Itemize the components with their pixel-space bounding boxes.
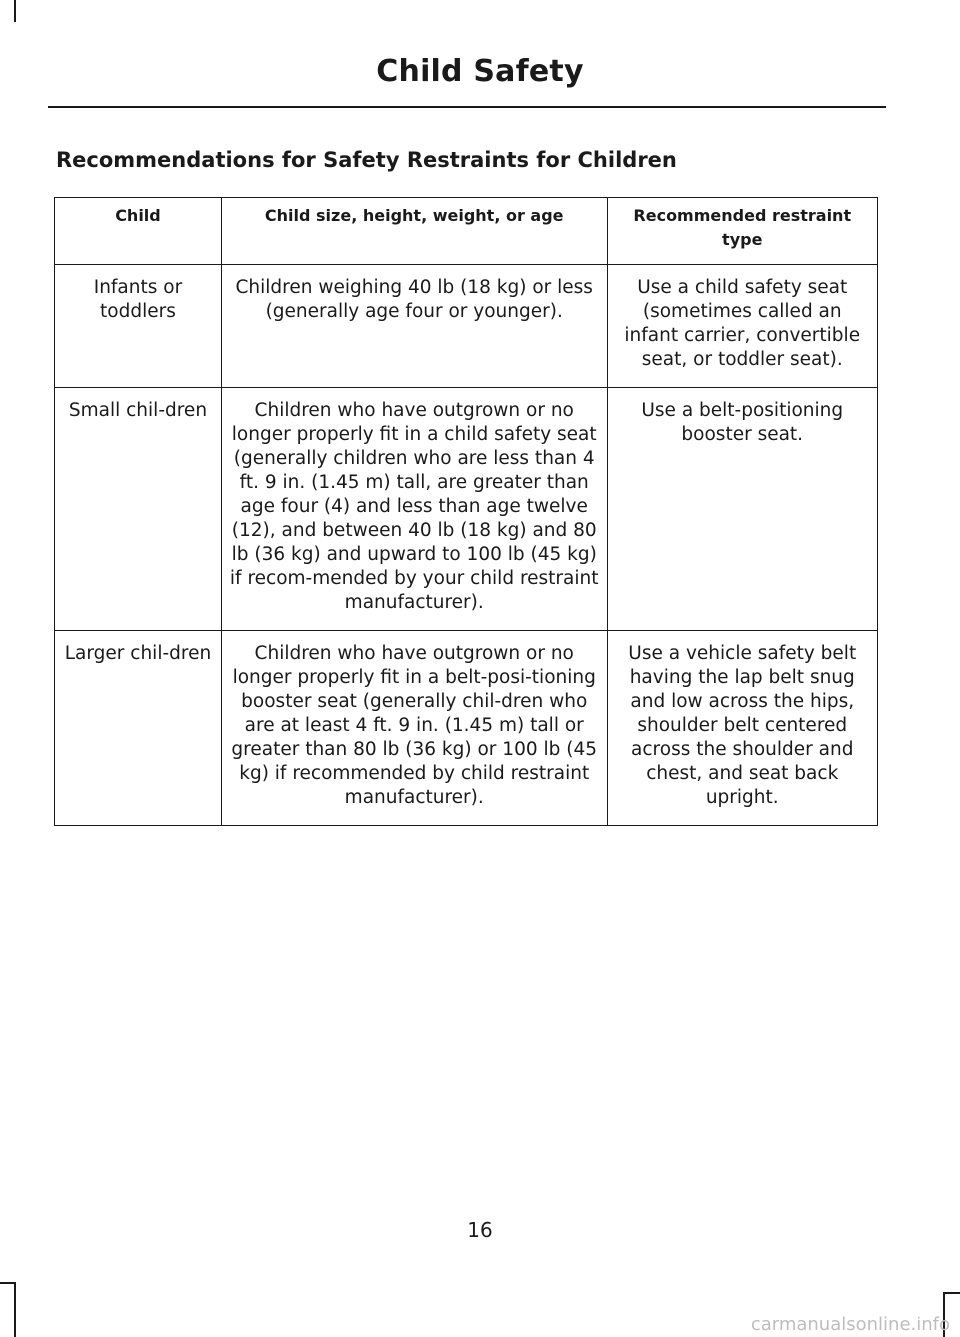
cell-restraint: Use a child safety seat (sometimes called an infant carrier, convertible seat, or toddler seat). bbox=[607, 265, 878, 388]
table-row bbox=[55, 265, 878, 388]
cell-child: Small chil-dren bbox=[55, 388, 222, 631]
cell-child: Infants or toddlers bbox=[55, 265, 222, 388]
table-row bbox=[55, 631, 878, 826]
page-number: 16 bbox=[467, 1218, 493, 1242]
cell-child: Larger chil-dren bbox=[55, 631, 222, 826]
table-header-row bbox=[55, 198, 878, 265]
cell-size: Children weighing 40 lb (18 kg) or less (generally age four or younger). bbox=[221, 265, 607, 388]
crop-mark bbox=[945, 1292, 960, 1294]
header-divider bbox=[48, 106, 886, 108]
crop-mark bbox=[0, 1282, 14, 1284]
table-row bbox=[55, 388, 878, 631]
column-header-restraint: Recommended restraint type bbox=[607, 198, 878, 265]
column-header-child: Child bbox=[55, 198, 222, 265]
cell-size: Children who have outgrown or no longer properly fit in a child safety seat (generally children who are less than 4 ft. 9 in. (1.45 m) tall, are greater than age four (4) and less than age twelve (12), and between 40 lb (18 kg) and 80 lb (36 kg) and upward to 100 lb (45 kg) if recom-mended by your child restraint manufacturer). bbox=[221, 388, 607, 631]
crop-mark bbox=[14, 0, 16, 22]
restraint-recommendations-table bbox=[54, 197, 878, 826]
cell-restraint: Use a vehicle safety belt having the lap belt snug and low across the hips, shoulder belt centered across the shoulder and chest, and seat back upright. bbox=[607, 631, 878, 826]
watermark: carmanualsonline.info bbox=[750, 1314, 950, 1335]
cell-size: Children who have outgrown or no longer properly fit in a belt-posi-tioning booster seat (generally chil-dren who are at least 4 ft. 9 in. (1.45 m) tall or greater than 80 lb (36 kg) or 100 lb (45 kg) if recommended by child restraint manufacturer). bbox=[221, 631, 607, 826]
page-heading: Recommendations for Safety Restraints for Children bbox=[56, 148, 677, 172]
crop-mark bbox=[14, 1282, 16, 1337]
cell-restraint: Use a belt-positioning booster seat. bbox=[607, 388, 878, 631]
section-title: Child Safety bbox=[376, 54, 584, 89]
column-header-size: Child size, height, weight, or age bbox=[221, 198, 607, 265]
